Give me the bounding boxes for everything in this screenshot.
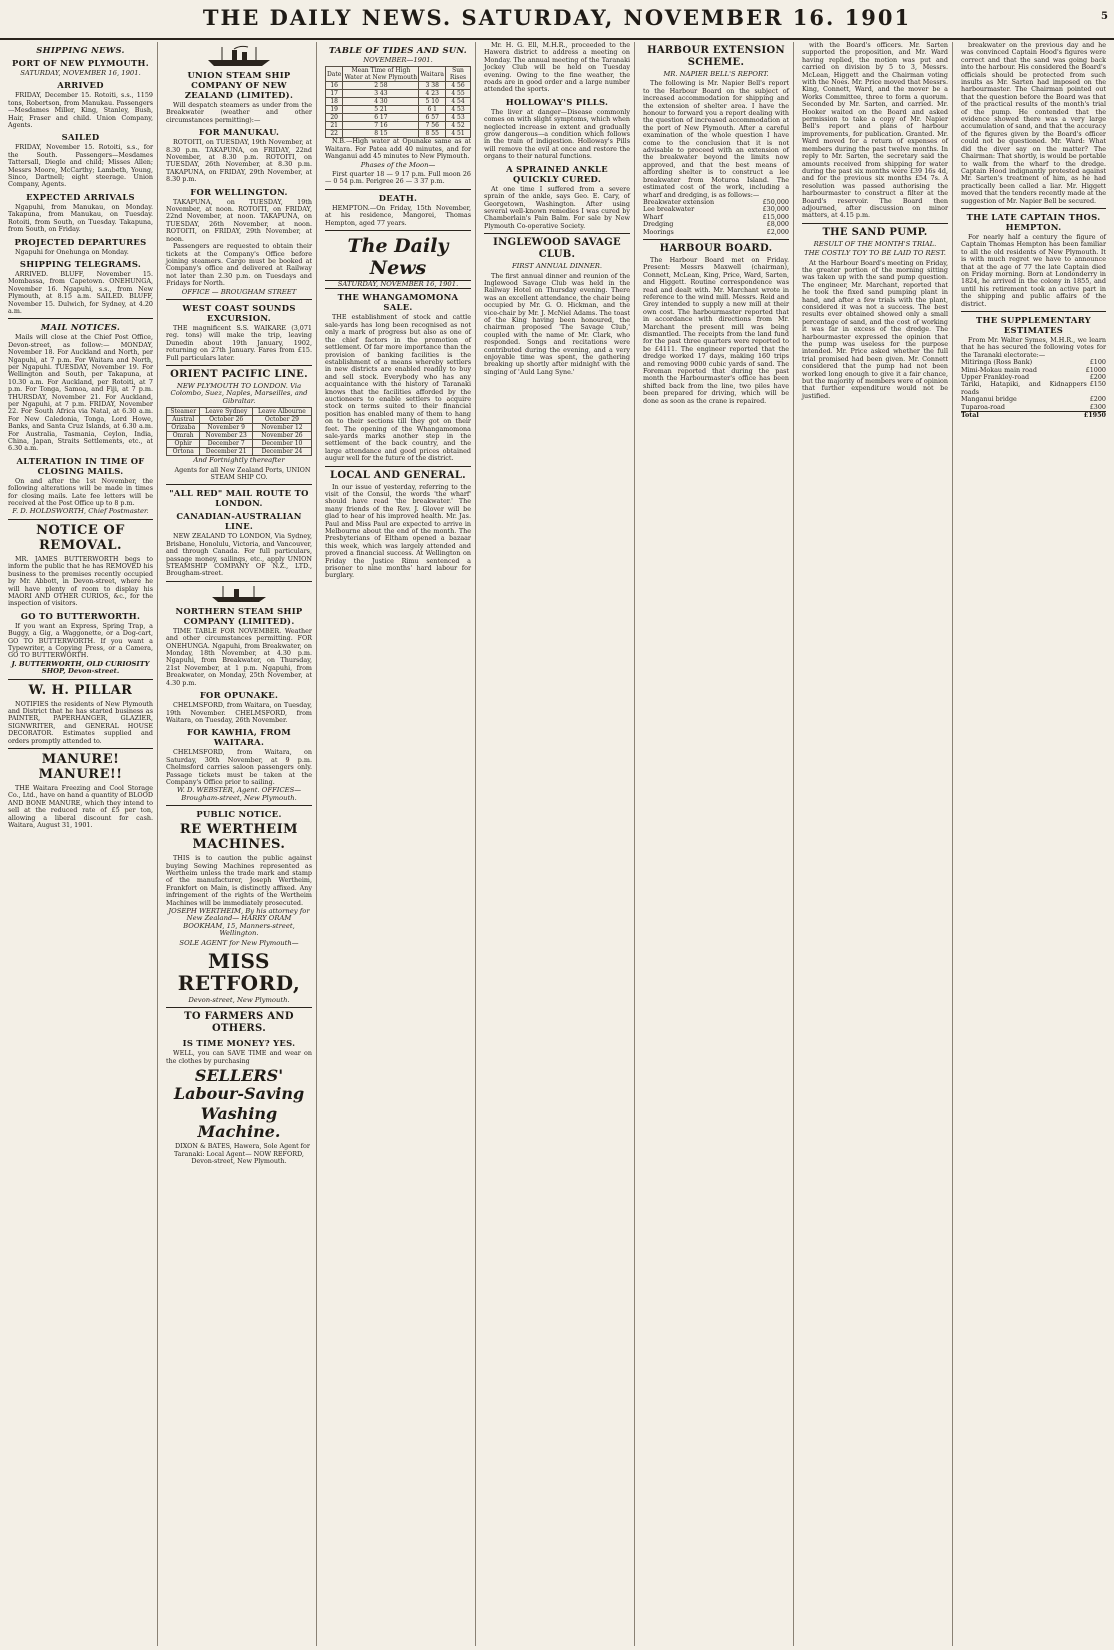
divider <box>484 233 630 234</box>
wellington-heading: FOR WELLINGTON. <box>190 186 288 197</box>
estimate-row <box>643 229 789 236</box>
hempton-heading: THE LATE CAPTAIN THOS. HEMPTON. <box>966 211 1101 232</box>
divider <box>166 484 312 485</box>
telegrams-heading: SHIPPING TELEGRAMS. <box>19 258 142 269</box>
tide-cell: 6 17 <box>343 114 419 122</box>
estimate-amount: £30,000 <box>762 205 789 214</box>
moon-text: First quarter 18 — 9 17 p.m. Full moon 26 — 0 54 p.m. Perigree 26 — 3 37 p.m. <box>325 170 471 186</box>
estimate-total-label: Total <box>961 411 979 420</box>
column-7 <box>957 42 1110 1646</box>
west-coast-heading: WEST COAST SOUNDS EXCURSION. <box>182 302 296 323</box>
estimate-list <box>643 199 789 236</box>
sprained-text: At one time I suffered from a severe sprain of the ankle, says Geo. E. Cary, of Georgetown, Washington. After using several well-known remedies I was cured by Chamberlain's Pain Balm. For sale by New Plymouth Co-operative Society. <box>484 184 630 230</box>
estimate-item: Wharf <box>643 212 663 221</box>
passengers-text: Passengers are requested to obtain their tickets at the Company's Office before joining steamers. Cargo must be booked at Company's office and delivered at Railway not later than 2.30 p.m. on Tuesdays and Fridays for North. <box>166 242 312 288</box>
manure-heading: MANURE! MANURE!! <box>38 752 123 782</box>
farmers-heading: TO FARMERS AND OTHERS. <box>184 1011 294 1035</box>
orient-subheading: NEW PLYMOUTH TO LONDON. Via Colombo, Suez, Naples, Marseilles, and Gibraltar. <box>170 381 308 405</box>
mail-text: Mails will close at the Chief Post Office, Devon-street, as follow:— MONDAY, November 18. For Auckland and North, per Ngapuhi, at 7 p.m. For Waitara and North, per Ngapuhi. TUESDAY, November 19. For Wellington and South, per Takapuna, at 10.30 a.m. For Auckland, per Rotoiti, at 7 p.m. For Tonga, Samoa, and Fiji, at 7 p.m. THURSDAY, November 21. For Auckland, per Ngapuhi, at 7 p.m. FRIDAY, November 22. For South Africa via Natal, at 6.30 a.m. For New Caledonia, Tonga, Lord Howe, Banks, and Santa Cruz Islands, at 6.30 a.m. For Australia, Tasmania, Ceylon, India, China, Japan, Straits Settlements, etc., at 6.30 a.m. <box>8 333 153 453</box>
kawhia-text: CHELMSFORD, from Waitara, on Saturday, 30th November, at 9 p.m. Chelmsford carries saloon passengers only. Passage tickets must be taken at the Company's Office prior to sailing. <box>166 748 312 786</box>
schedule-cell: Ortona <box>167 448 200 456</box>
tide-header: Waitara <box>419 67 446 82</box>
sand-pump-heading: THE SAND PUMP. <box>822 226 928 238</box>
divider <box>325 466 471 467</box>
estimate-amount: £15,000 <box>762 212 789 221</box>
union-heading: UNION STEAM SHIP COMPANY OF NEW ZEALAND (LIMITED). <box>184 70 294 100</box>
supplementary-heading: THE SUPPLEMENTARY ESTIMATES <box>975 315 1092 335</box>
board-heading: HARBOUR BOARD. <box>659 242 773 254</box>
estimate-amount: £50,000 <box>762 197 789 206</box>
tide-cell: 4 51 <box>446 130 471 138</box>
tide-cell: 17 <box>326 90 343 98</box>
pillar-text: NOTIFIES the residents of New Plymouth and District that he has started business as PAINTER, PAPERHANGER, GLAZIER, SIGNWRITER, and GENERAL HOUSE DECORATOR. Estimates supplied and orders promptly attended to. <box>8 699 153 745</box>
orient-heading: ORIENT PACIFIC LINE. <box>170 368 308 380</box>
shipping-heading: SHIPPING NEWS. <box>36 45 125 55</box>
sand-pump-text: At the Harbour Board's meeting on Friday, the greater portion of the morning sitting was taken up with the sand pump question. The engineer, Mr. Marchant, reported that he took the fixed sand pumping plant in hand, and after a few trials with the plant, considered it was not a success. The best results ever obtained showed only a small percentage of sand, and the cost of working it was far in excess of the dredge. The harbourmaster expressed the opinion that the pump was useless for the purpose intended. Mr. Price asked whether the full trial promised had been given. Mr. Connett considered that the pump had not been worked long enough to give it a fair chance, but the majority of members were of opinion that further expenditure would not be justified. <box>802 258 948 400</box>
sailed-text: FRIDAY, November 15. Rotoiti, s.s., for the South. Passengers—Mesdames Tattersall, Diegle and child; Misses Allen; Messrs Moore, McCarthy; Lambeth, Young, Sinco, Dartnell; eight steerage. Union Company, Agents. <box>8 143 153 189</box>
moon-heading: Phases of the Moon— <box>360 160 436 169</box>
schedule-cell: November 12 <box>252 424 311 432</box>
mail-heading: MAIL NOTICES. <box>40 322 121 333</box>
schedule-header: Steamer <box>167 408 200 416</box>
schedule-row <box>167 448 312 456</box>
tide-cell: 16 <box>326 82 343 90</box>
wertheim-signature: JOSEPH WERTHEIM, By his attorney for New Zealand— HARRY ORAM BOOKHAM, 15, Manners-street, Wellington. <box>168 907 310 938</box>
estimate-item: Upper Frankley-road <box>961 373 1030 382</box>
alteration-heading: ALTERATION IN TIME OF CLOSING MAILS. <box>16 455 145 476</box>
estimate-row <box>961 404 1106 411</box>
newspaper-title: THE DAILY NEWS. SATURDAY, NOVEMBER 16. 1901 <box>202 5 912 30</box>
harbour-subheading: MR. NAPIER BELL'S REPORT. <box>663 70 769 78</box>
news-text: Mr. H. G. Ell, M.H.R., proceeded to the Hawera district to address a meeting on Monday. The annual meeting of the Taranaki Jockey Club will be held on Tuesday evening. Owing to the fine weather, the roads are in good order and a large number attended the sports. <box>484 42 630 94</box>
schedule-cell: Ophir <box>167 440 200 448</box>
estimate-row <box>961 381 1106 396</box>
tide-row <box>326 114 471 122</box>
tide-cell: 8 15 <box>343 130 419 138</box>
steamship-icon <box>209 585 269 603</box>
projected-text: Ngapuhi for Onehunga on Monday. <box>15 247 129 256</box>
estimate-total-row <box>961 411 1106 419</box>
inglewood-heading: INGLEWOOD SAVAGE CLUB. <box>493 237 621 261</box>
tide-cell: 8 55 <box>419 130 446 138</box>
manukau-text: ROTOITI, on TUESDAY, 19th November, at 8.30 p.m. TAKAPUNA, on FRIDAY, 22nd November, at 8.30 p.m. ROTOITI, on TUESDAY, 26th November, at 8.30 p.m. TAKAPUNA, on FRIDAY, 29th November, at 8.30 p.m. <box>166 138 312 184</box>
estimate-amount: £200 <box>1089 373 1106 382</box>
save-text: WELL, you can SAVE TIME and wear on the clothes by purchasing <box>166 1049 312 1065</box>
divider <box>325 230 471 231</box>
tide-header: Sun Rises <box>446 67 471 82</box>
masthead <box>0 0 1114 40</box>
schedule-cell: Omrah <box>167 432 200 440</box>
tide-cell: 6 1 <box>419 106 446 114</box>
projected-heading: PROJECTED DEPARTURES <box>14 236 147 247</box>
removal-text: MR. JAMES BUTTERWORTH begs to inform the public that he has REMOVED his business to the premises recently occupied by Mr. Abbott, in Devon-street, where he will have plenty of room to display his MAORI AND OTHER CURIOS, &c., for the inspection of visitors. <box>8 554 153 608</box>
paper-date: SATURDAY, NOVEMBER 16, 1901. <box>325 280 471 289</box>
column-3 <box>321 42 476 1646</box>
fortnightly-note: And Fortnightly thereafter <box>193 456 285 465</box>
port-date: SATURDAY, NOVEMBER 16, 1901. <box>20 69 141 77</box>
estimate-item: Tariki, Hatapiki, and Kidnappers roads <box>961 380 1087 396</box>
estimate-item: Mimi-Mokau main road <box>961 365 1037 374</box>
butterworth-signature: J. BUTTERWORTH, OLD CURIOSITY SHOP, Devon-street. <box>11 659 150 676</box>
all-red-heading: "ALL RED" MAIL ROUTE TO LONDON. <box>169 488 309 509</box>
schedule-cell: Austral <box>167 416 200 424</box>
tide-cell: 4 54 <box>446 98 471 106</box>
divider <box>961 208 1106 209</box>
local-text: In our issue of yesterday, referring to the visit of the Consul, the words 'the wharf' should have read 'the breakwater.' The many friends of the Rev. J. Glover will be glad to hear of his improved health. Mr. Jas. Paul and Miss Paul are expected to arrive in Melbourne about the end of the month. The Presbyterians of Eltham opened a bazaar this week, which was largely attended and proved a financial success. At Wellington on Friday the Justice Rimu sentenced a prisoner to nine months' hard labour for burglary. <box>325 482 471 580</box>
column-1 <box>4 42 158 1646</box>
local-heading: LOCAL AND GENERAL. <box>330 469 466 481</box>
schedule-cell: Orizaba <box>167 424 200 432</box>
divider <box>166 299 312 300</box>
manure-text: THE Waitara Freezing and Cool Storage Co., Ltd., have on hand a quantity of BLOOD AND BONE MANURE, which they intend to sell at the reduced rate of £5 per ton, allowing a liberal discount for cash. Waitara, August 31, 1901. <box>8 784 153 830</box>
estimate-item: Mitiringa (Ross Bank) <box>961 358 1033 367</box>
newspaper-columns <box>4 42 1110 1646</box>
tide-month: NOVEMBER—1901. <box>363 56 433 64</box>
tide-cell: 5 21 <box>343 106 419 114</box>
sale-heading: THE WHANGAMOMONA SALE. <box>337 292 459 313</box>
northern-heading: NORTHERN STEAM SHIP COMPANY (LIMITED). <box>175 605 303 626</box>
west-coast-text: THE magnificent S.S. WAIKARE (3,071 reg. tons) will make the trip, leaving Dunedin about 19th January, 1902, returning on 27th January. Fares from £15. Full particulars later. <box>166 323 312 362</box>
sole-agent-label: SOLE AGENT for New Plymouth— <box>179 938 299 947</box>
estimate-amount: £1000 <box>1085 365 1106 374</box>
webster-signature: W. D. WEBSTER, Agent. OFFICES—Brougham-street, New Plymouth. <box>176 786 302 802</box>
divider <box>961 311 1106 312</box>
tide-cell: 3 38 <box>419 82 446 90</box>
tide-cell: 20 <box>326 114 343 122</box>
estimate-item: Moorings <box>643 227 674 236</box>
tide-cell: 4 53 <box>446 114 471 122</box>
hempton-text: For nearly half a century the figure of Captain Thomas Hempton has been familiar to all the old residents of New Plymouth. It is with much regret we have to announce that at the age of 77 the late Captain died on Friday morning. Born at Londonderry in 1824, he arrived in the colony in 1855, and until his retirement took an active part in the shipping and public affairs of the district. <box>961 232 1106 308</box>
tide-heading: TABLE OF TIDES AND SUN. <box>328 45 468 55</box>
tide-cell: 18 <box>326 98 343 106</box>
sand-pump-subheading-2: THE COSTLY TOY TO BE LAID TO REST. <box>804 249 946 258</box>
sand-pump-subheading: RESULT OF THE MONTH'S TRIAL. <box>813 239 937 248</box>
inglewood-text: The first annual dinner and reunion of the Inglewood Savage Club was held in the Railway Hotel on Thursday evening. There was an excellent attendance, the chair being occupied by Mr. G. O. Hickman, and the vice-chair by Mr. J. McNiel Adams. The toast of the King having been honoured, the chairman proposed 'The Savage Club,' coupled with the name of Mr. Clark, who responded. Songs and recitations were contributed during the evening, and a very enjoyable time was spent, the gathering breaking up shortly after midnight with the singing of 'Auld Lang Syne.' <box>484 271 630 376</box>
dixon-text: DIXON & BATES, Hawera, Sole Agent for Taranaki: Local Agent— NOW REFORD, Devon-street, New Plymouth. <box>174 1142 310 1166</box>
tide-row <box>326 122 471 130</box>
tide-cell: 7 16 <box>343 122 419 130</box>
union-text: Will despatch steamers as under from the Breakwater (weather and other circumstances permitting):— <box>166 101 312 124</box>
schedule-cell: December 10 <box>252 440 311 448</box>
divider <box>8 748 153 749</box>
death-text: HEMPTON.—On Friday, 15th November, at his residence, Mangorei, Thomas Hempton, aged 77 years. <box>325 203 471 227</box>
tide-cell: 4 56 <box>446 82 471 90</box>
tide-row <box>326 90 471 98</box>
schedule-cell: November 9 <box>200 424 252 432</box>
sale-text: THE establishment of stock and cattle sale-yards has long been recognised as not only a mark of progress but also as one of the chief factors in the promotion of settlement. Of far more importance than the provision of banking facilities is the establishment of a means whereby settlers in new districts are enabled readily to buy and sell stock. Everybody who has any acquaintance with the history of Taranaki knows that the facilities afforded by the auctioneers to enable settlers to acquire stock on terms suited to their financial position has enabled many of them to hang on to their sections till they got on their feet. The opening of the Whangamomona sale-yards marks another step in the settlement of the back country, and the large attendance and good prices obtained augur well for the future of the district. <box>325 313 471 463</box>
death-heading: DEATH. <box>378 192 418 203</box>
goto-text: If you want an Express, Spring Trap, a Buggy, a Gig, a Waggonette, or a Dog-cart, GO TO BUTTERWORTH. If you want a Typewriter, a Copying Press, or a Camera, GO TO BUTTERWORTH. <box>8 621 153 660</box>
board-text: The Harbour Board met on Friday. Present: Messrs Maxwell (chairman), Connett, McLean, King, Price, Ward, Sarten, and Higgett. Routine correspondence was read and dealt with. Mr. Marchant wrote in reference to the wind mill. Messrs. Reid and Grey intended to supply a new mill at their own cost. The harbourmaster reported that in accordance with directions from Mr. Marchant the present mill was being dismantled. The receipts from the land fund for the past three quarters were reported to be £4111. The engineer reported that the dredge worked 17 days, making 160 trips and removing 9000 cubic yards of sand. The Foreman reported that during the past month the Harbourmaster's office has been shifted back from the line, two piles have been prepared for driving, which will be done as soon as the crane is repaired. <box>643 255 789 405</box>
divider <box>643 239 789 240</box>
divider <box>8 519 153 520</box>
estimate-amount: £200 <box>1089 395 1106 404</box>
inglewood-subheading: FIRST ANNUAL DINNER. <box>511 262 603 271</box>
pump-continued-text: breakwater on the previous day and he was convinced Captain Hood's figures were correct and that the sand was going back into the harbour. His considered the Board's officials should be protected from such insults as Mr. Sarten had imposed on the harbourmaster. The Chairman pointed out that the question before the Board was that of the practical results of the month's trial of the pump. He contended that the evidence showed there was a very large accumulation of sand, and that the accuracy of the figures given by the Board's officer could not be questioned. Mr. Ward: What did the diver say on the matter? The Chairman: That shortly, is would be portable to walk from the wharf to the dredge. Captain Hood indignantly protested against Mr. Sarten's treatment of him, as he had practically been called a liar. Mr. Higgett moved that the tenders recently made at the suggestion of Mr. Napier Bell be secured. <box>961 42 1106 205</box>
tide-cell: 4 30 <box>343 98 419 106</box>
schedule-header: Leave Sydney <box>200 408 252 416</box>
harbour-heading: HARBOUR EXTENSION SCHEME. <box>647 45 785 68</box>
tide-note: N.B.—High water at Opunake same as at Waitara. For Patea add 40 minutes, and for Wanganui add 45 minutes to New Plymouth. <box>325 137 471 161</box>
estimate-total: £1950 <box>1083 411 1106 420</box>
tide-cell: 4 53 <box>446 106 471 114</box>
sailed-heading: SAILED <box>61 132 100 143</box>
estimates-list <box>961 359 1106 419</box>
tide-header: Mean Time of High Water at New Plymouth <box>344 67 418 82</box>
tide-cell: 2 58 <box>343 82 419 90</box>
estimate-amount: £2,000 <box>766 227 789 236</box>
port-heading: PORT OF NEW PLYMOUTH. <box>12 58 149 68</box>
northern-text: TIME TABLE FOR NOVEMBER. Weather and other circumstances permitting. FOR ONEHUNGA. Ngapuhi, from Breakwater, on Monday, 18th November, at 4.30 p.m. Ngapuhi, from Breakwater, on Thursday, 21st November, at 1 p.m. Ngapuhi, from Breakwater, on Monday, 25th November, at 4.30 p.m. <box>166 626 312 687</box>
holloway-text: The liver at danger—Disease commonly comes on with slight symptoms, which when neglected increase in extent and gradually grow dangerous—a condition which follows in the train of indigestion. Holloway's Pills will remove the evil at once and restore the organs to their natural functions. <box>484 107 630 161</box>
goto-heading: GO TO BUTTERWORTH. <box>20 610 141 621</box>
estimate-item: Dredging <box>643 220 674 229</box>
tide-row <box>326 98 471 106</box>
alteration-text: On and after the 1st November, the following alterations will be made in times for closing mails. Late fee letters will be received at the Post Office up to 8 p.m. <box>8 476 153 508</box>
retford-address: Devon-street, New Plymouth. <box>188 996 290 1005</box>
tide-cell: 4 52 <box>446 122 471 130</box>
schedule-cell: December 24 <box>252 448 311 456</box>
public-notice-heading: PUBLIC NOTICE. <box>196 809 282 820</box>
column-4 <box>480 42 635 1646</box>
estimate-item: Tuparoa-road <box>961 402 1005 411</box>
sellers-heading: SELLERS' Labour-Saving <box>173 1066 305 1104</box>
divider <box>325 189 471 190</box>
wertheim-text: THIS is to caution the public against buying Sewing Machines represented as Wertheim unless the trade mark and stamp of the manufacturer, Joseph Wertheim, Frankfort on Main, is distinctly affixed. Any infringement of the rights of the Wertheim Machines will be immediately prosecuted. <box>166 854 312 907</box>
tide-cell: 3 43 <box>343 90 419 98</box>
estimate-amount: £300 <box>1089 402 1106 411</box>
arrived-text: FRIDAY, December 15. Rotoiti, s.s., 1159 tons, Robertson, from Manukau. Passengers—Mesdames Miller, King, Stanley, Bush, Hair, Fraser and child. Union Company, Agents. <box>8 91 153 130</box>
estimate-item: Lee breakwater <box>643 205 695 214</box>
expected-heading: EXPECTED ARRIVALS <box>26 191 135 202</box>
schedule-cell: November 23 <box>200 432 252 440</box>
schedule-row <box>167 424 312 432</box>
schedule-cell: October 29 <box>252 416 311 424</box>
pillar-name: W. H. PILLAR <box>28 682 133 698</box>
arrived-heading: ARRIVED <box>57 80 104 91</box>
tide-cell: 6 57 <box>419 114 446 122</box>
wertheim-heading: RE WERTHEIM MACHINES. <box>179 822 299 853</box>
schedule-cell: December 7 <box>200 440 252 448</box>
postmaster-signature: F. D. HOLDSWORTH, Chief Postmaster. <box>12 507 149 516</box>
tide-cell: 19 <box>326 106 343 114</box>
estimate-amount: £100 <box>1089 358 1106 367</box>
schedule-cell: November 26 <box>252 432 311 440</box>
divider <box>166 1007 312 1008</box>
divider <box>8 318 153 319</box>
supplementary-text: From Mr. Walter Symes, M.H.R., we learn that he has secured the following votes for the Taranaki electorate:— <box>961 336 1106 359</box>
board-continued-text: with the Board's officers. Mr. Sarten supported the proposition, and Mr. Ward having replied, the motion was put and carried on division by 5 to 3, Messrs. McLean, Higgett and the Chairman voting with the Noes. Mr. Price moved that Messrs. King, Connett, Ward, and the mover be a Works Committee, three to form a quorum. Seconded by Mr. Sarten, and carried. Mr. Hooker waited on the Board and asked permission to take a copy of Mr. Napier Bell's report and plans of harbour improvements, for publication. Granted. Mr. Ward moved for a return of expenses of members during the past twelve months. In reply to Mr. Sarten, the secretary said the amounts received from shipping for water during the past six months were £39 16s 4d, and for the previous six months £54 7s. A resolution was passed authorising the harbourmaster to construct a filter at the Board's reservoir. The Board then adjourned, after discussion on minor matters, at 4.15 p.m. <box>802 42 948 220</box>
divider <box>166 365 312 366</box>
tide-cell: 7 56 <box>419 122 446 130</box>
telegrams-text: ARRIVED. BLUFF, November 15. Mombassa, from Capetown. ONEHUNGA, November 16. Ngapuhi, s.s., from New Plymouth, at 8.15 a.m. SAILED. BLUFF, November 15. Dulwich, for Sydney, at 4.20 a.m. <box>8 269 153 315</box>
tide-cell: 4 23 <box>419 90 446 98</box>
column-2 <box>162 42 317 1646</box>
washing-heading: Washing Machine. <box>197 1104 281 1142</box>
kawhia-heading: FOR KAWHIA, FROM WAITARA. <box>187 727 291 748</box>
time-money-heading: IS TIME MONEY? YES. <box>182 1038 296 1049</box>
canadian-heading: CANADIAN-AUSTRALIAN LINE. <box>176 511 302 532</box>
schedule-cell: October 26 <box>200 416 252 424</box>
divider <box>166 581 312 582</box>
estimate-item: Manganui bridge <box>961 395 1017 404</box>
divider <box>802 223 948 224</box>
tide-cell: 21 <box>326 122 343 130</box>
estimate-amount: £150 <box>1089 380 1106 389</box>
holloway-heading: HOLLOWAY'S PILLS. <box>505 96 609 107</box>
agents-text: Agents for all New Zealand Ports, UNION STEAM SHIP CO. <box>174 465 311 481</box>
opunake-heading: FOR OPUNAKE. <box>199 690 279 701</box>
manukau-heading: FOR MANUKAU. <box>198 127 280 138</box>
tide-row <box>326 82 471 90</box>
divider <box>166 805 312 806</box>
sprained-heading: A SPRAINED ANKLE QUICKLY CURED. <box>506 163 608 184</box>
removal-heading: NOTICE OF REMOVAL. <box>36 522 125 553</box>
wellington-text: TAKAPUNA, on TUESDAY, 19th November, at noon. ROTOITI, on FRIDAY, 22nd November, at noon. TAKAPUNA, on TUESDAY, 26th November, at noon. ROTOITI, on FRIDAY, 29th November, at noon. <box>166 197 312 243</box>
estimate-amount: £8,000 <box>766 220 789 229</box>
divider <box>8 679 153 680</box>
harbour-text: The following is Mr. Napier Bell's report to the Harbour Board on the subject of increased accommodation for shipping and the extension of shelter area. I have the honour to forward you a report dealing with the question of increased accommodation at the port of New Plymouth. After a careful examination of the whole question I have come to the conclusion that it is not advisable to proceed with an extension of the breakwater beyond the limits now approved, and that the best means of affording shelter is to construct a lee breakwater from Moturoa Island. The estimated cost of the work, including a wharf and dredging, is as follows:— <box>643 79 789 199</box>
paper-nameplate: The Daily News <box>347 235 449 280</box>
schedule-row <box>167 432 312 440</box>
schedule-row <box>167 440 312 448</box>
steamship-icon <box>204 45 274 67</box>
page-number: 5 <box>1101 11 1108 22</box>
retford-name: MISS RETFORD, <box>177 949 301 996</box>
tide-header: Date <box>326 67 343 82</box>
schedule-header: Leave Albourne <box>252 408 311 416</box>
estimate-item: Breakwater extension <box>643 197 715 206</box>
tide-cell: 5 10 <box>419 98 446 106</box>
tide-table <box>325 66 471 138</box>
schedule-row <box>167 416 312 424</box>
canadian-text: NEW ZEALAND TO LONDON, Via Sydney, Brisbane, Honolulu, Victoria, and Vancouver, and through Canada. For full particulars, passage money, sailings, etc., apply UNION STEAMSHIP COMPANY OF N.Z., LTD., Brougham-street. <box>166 532 312 578</box>
opunake-text: CHELMSFORD, from Waitara, on Tuesday, 19th November. CHELMSFORD, from Waitara, on Tuesday, 26th November. <box>166 701 312 724</box>
tide-cell: 4 55 <box>446 90 471 98</box>
expected-text: Ngapuhi, from Manukau, on Monday. Takapuna, from Manukau, on Tuesday. Rotoiti, from South, on Tuesday. Takapuna, from South, on Friday. <box>8 202 153 234</box>
tide-cell: 22 <box>326 130 343 138</box>
column-6 <box>798 42 953 1646</box>
column-5 <box>639 42 794 1646</box>
orient-schedule <box>166 407 312 456</box>
schedule-cell: December 21 <box>200 448 252 456</box>
office-address: OFFICE — BROUGHAM STREET <box>181 287 297 296</box>
tide-row <box>326 106 471 114</box>
